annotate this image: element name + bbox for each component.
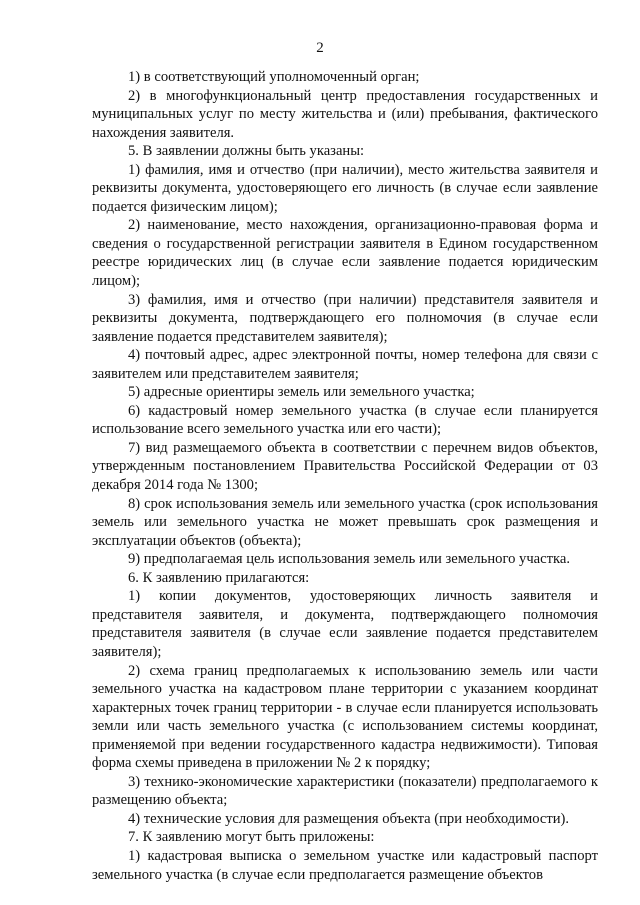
paragraph: 2) наименование, место нахождения, организационно-правовая форма и сведения о государственной регистрации заявителя в Едином государственном реестре юридических лиц (в случае если заявление подается юридическим лицом); xyxy=(92,217,598,290)
paragraph: 8) срок использования земель или земельного участка (срок использования земель или земельного участка не может превышать срок размещения и эксплуатации объектов (объекта); xyxy=(92,495,598,549)
paragraph: 5) адресные ориентиры земель или земельного участка; xyxy=(128,384,475,401)
paragraph: 7. К заявлению могут быть приложены: xyxy=(128,829,375,846)
paragraph: 4) технические условия для размещения объекта (при необходимости). xyxy=(128,810,570,827)
paragraph: 1) копии документов, удостоверяющих личность заявителя и представителя заявителя, и документа, подтверждающего полномочия представителя заявителя (в случае если заявление подается представителем заявителя); xyxy=(92,588,598,660)
document-body xyxy=(92,68,598,884)
paragraph: 6. К заявлению прилагаются: xyxy=(128,569,310,586)
paragraph: 1) фамилия, имя и отчество (при наличии), место жительства заявителя и реквизиты документа, удостоверяющего его личность (в случае если заявление подается физическим лицом); xyxy=(92,161,598,215)
paragraph: 2) схема границ предполагаемых к использованию земель или части земельного участка на кадастровом плане территории с указанием координат характерных точек границ территории - в случае если планируется использовать земли или часть земельного участка (с использованием системы координат, применяемой при ведении государственного кадастра недвижимости). Типовая форма схемы приведена в приложении № 2 к порядку; xyxy=(92,662,598,772)
paragraph: 5. В заявлении должны быть указаны: xyxy=(128,143,365,160)
paragraph: 1) в соответствующий уполномоченный орган; xyxy=(128,69,420,85)
paragraph: 4) почтовый адрес, адрес электронной почты, номер телефона для связи с заявителем или представителем заявителя; xyxy=(92,347,598,382)
paragraph: 2) в многофункциональный центр предоставления государственных и муниципальных услуг по месту жительства и (или) пребывания, фактического нахождения заявителя. xyxy=(92,87,598,141)
paragraph: 9) предполагаемая цель использования земель или земельного участка. xyxy=(128,551,570,568)
paragraph: 3) фамилия, имя и отчество (при наличии) представителя заявителя и реквизиты документа, подтверждающего его полномочия (в случае если заявление подается представителем заявителя); xyxy=(92,291,598,345)
paragraph: 1) кадастровая выписка о земельном участке или кадастровый паспорт земельного участка (в случае если предполагается размещение объектов xyxy=(92,847,598,883)
paragraph: 6) кадастровый номер земельного участка (в случае если планируется использование всего земельного участка или его части); xyxy=(92,402,598,438)
page-number: 2 xyxy=(316,40,324,56)
paragraph: 7) вид размещаемого объекта в соответствии с перечнем видов объектов, утвержденным постановлением Правительства Российской Федерации от 03 декабря 2014 года № 1300; xyxy=(92,439,598,494)
paragraph: 3) технико-экономические характеристики (показатели) предполагаемого к размещению объекта; xyxy=(92,773,598,809)
